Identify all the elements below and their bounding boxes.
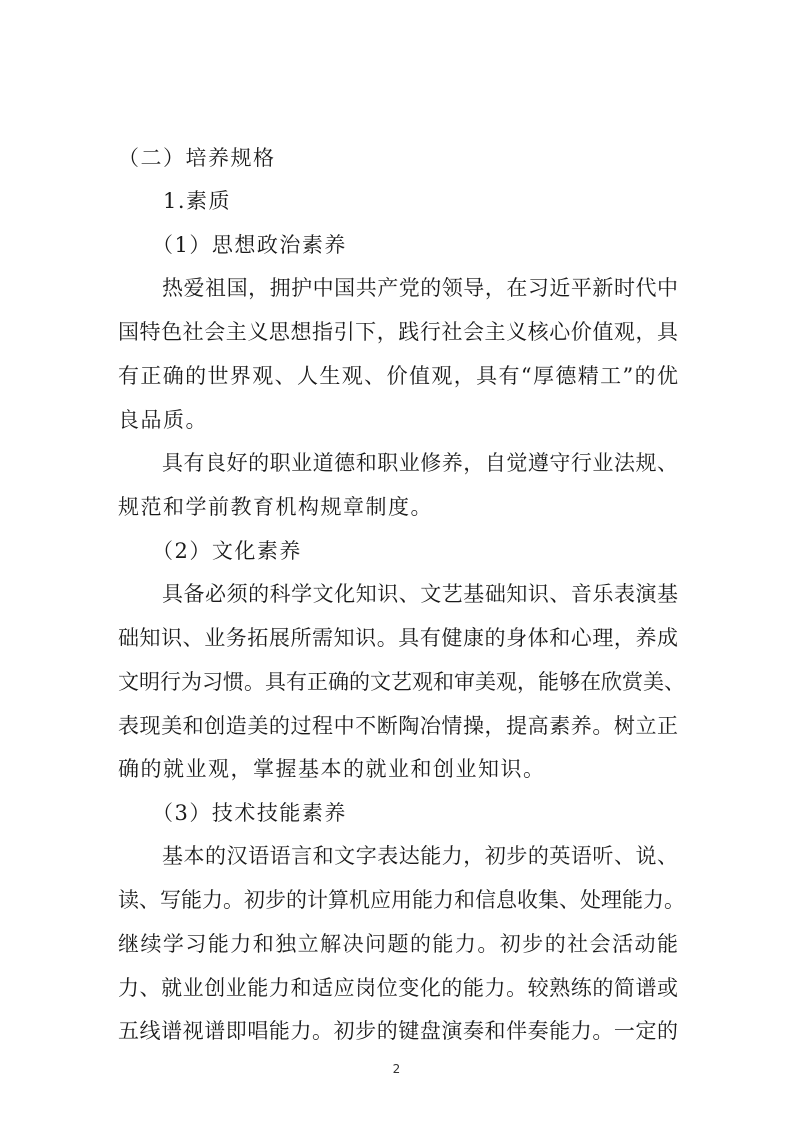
paragraph-line: 基本的汉语语言和文字表达能力，初步的英语听、说、 <box>162 844 678 868</box>
paragraph-line: 具备必须的科学文化知识、文艺基础知识、音乐表演基 <box>162 582 678 606</box>
paragraph-line: 读、写能力。初步的计算机应用能力和信息收集、处理能力。 <box>118 888 685 912</box>
heading-training-spec: （二）培养规格 <box>118 146 276 170</box>
section-title-culture: （2）文化素养 <box>152 539 302 563</box>
paragraph-line: 具有良好的职业道德和职业修养，自觉遵守行业法规、 <box>162 451 678 475</box>
paragraph-line: 继续学习能力和独立解决问题的能力。初步的社会活动能 <box>118 932 678 956</box>
heading-quality: 1.素质 <box>163 189 232 213</box>
paragraph-line: 规范和学前教育机构规章制度。 <box>118 495 433 519</box>
page-number: 2 <box>392 1062 401 1076</box>
paragraph-line: 表现美和创造美的过程中不断陶冶情操，提高素养。树立正 <box>118 714 678 738</box>
paragraph-line: 础知识、业务拓展所需知识。具有健康的身体和心理，养成 <box>118 626 678 650</box>
paragraph-line: 五线谱视谱即唱能力。初步的键盘演奏和伴奏能力。一定的 <box>118 1019 678 1043</box>
paragraph-line: 热爱祖国，拥护中国共产党的领导，在习近平新时代中 <box>162 276 678 300</box>
section-title-skills: （3）技术技能素养 <box>152 801 347 825</box>
paragraph-line: 确的就业观，掌握基本的就业和创业知识。 <box>118 757 546 781</box>
paragraph-line: 国特色社会主义思想指引下，践行社会主义核心价值观，具 <box>118 320 678 344</box>
paragraph-line: 有正确的世界观、人生观、价值观，具有“厚德精工”的优 <box>118 364 678 388</box>
section-title-political: （1）思想政治素养 <box>152 233 347 257</box>
paragraph-line: 文明行为习惯。具有正确的文艺观和审美观，能够在欣赏美、 <box>118 670 685 694</box>
paragraph-line: 力、就业创业能力和适应岗位变化的能力。较熟练的简谱或 <box>118 976 678 1000</box>
paragraph-line: 良品质。 <box>118 408 208 432</box>
